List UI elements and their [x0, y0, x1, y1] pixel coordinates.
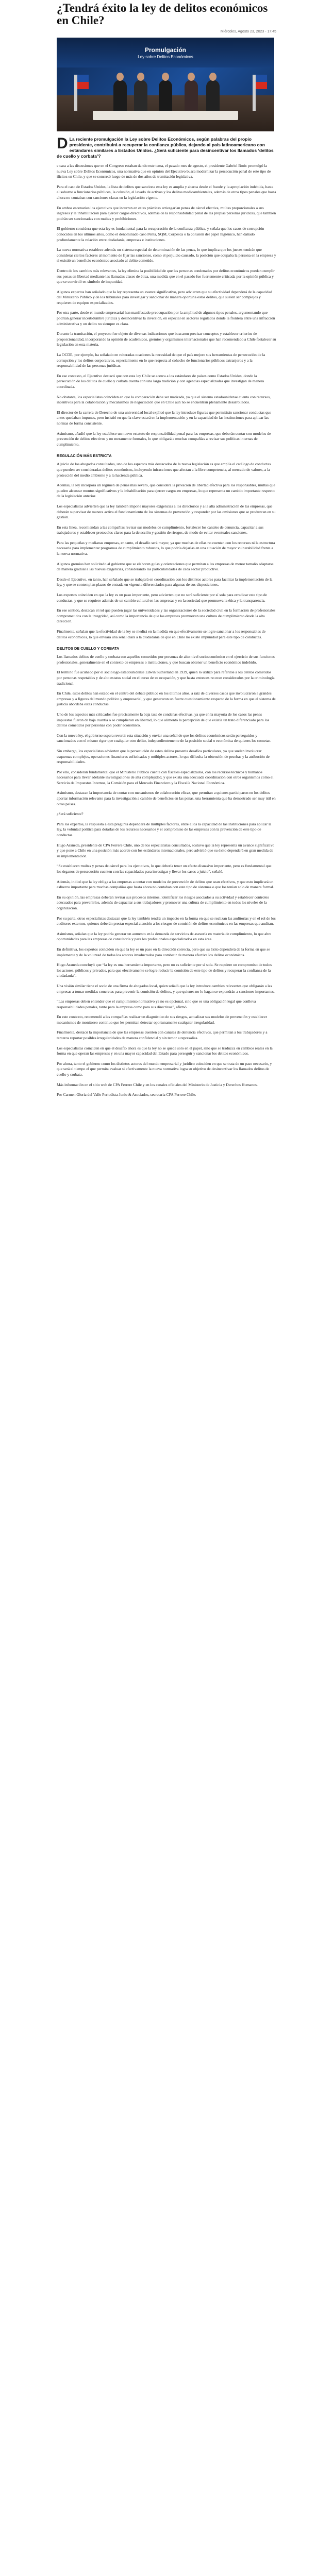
body-paragraph: Sin embargo, los especialistas advierten que la persecución de estos delitos presenta desafíos particulares, ya que suelen involucrar esquemas complejos, operaciones financieras sofisticadas y múltiples actores, lo que dificulta la obtención de pruebas y la atribución de responsabilidades.	[57, 748, 270, 765]
body-paragraph: Durante la tramitación, el proyecto fue objeto de diversas indicaciones que buscaron precisar conceptos y establecer criterios de proporcionalidad, incorporando la opinión de académicos, gremios y organismos internacionales que han recomendado a Chile fortalecer su legislación en esta materia.	[57, 331, 276, 347]
body-paragraph: Por Carmen Gloria del Valle Periodista Junio & Asociados, secretaria CPA Ferrere Chile.	[57, 1092, 196, 1097]
body-paragraph: Además, la ley incorpora un régimen de penas más severo, que considera la privación de libertad efectiva para los responsables, multas que pueden alcanzar montos significativos y la inhabilitación para ejercer cargos en empresas, lo que representa un cambio importante respecto de la legislación anterior.	[57, 483, 275, 499]
section-regulacion	[57, 462, 276, 640]
lead-text: La reciente promulgación la Ley sobre Delitos Económicos, según palabras del propio presidente, contribuirá a recuperar la confianza pública, dejando al país latinoamericano con estándares similares a Estados Unidos. ¿Será suficiente para desincentivar los llamados ‘delitos de cuello y corbata’?	[57, 137, 274, 159]
person-head	[162, 73, 169, 81]
hero-title-text: Promulgación	[144, 46, 186, 54]
body-paragraph: Los especialistas advierten que la ley también impone mayores exigencias a los directorios y a la alta administración de las empresas, que deberán supervisar de manera activa el funcionamiento de los sistemas de prevención y responder por las omisiones que se produzcan en su gestión.	[57, 503, 276, 520]
body-paragraph: Los expertos coinciden en que la ley es un paso importante, pero advierten que no será suficiente por sí sola para erradicar este tipo de conductas, y que se requiere además de un cambio cultural en las empresas y en la sociedad que promueva la ética y la transparencia.	[57, 592, 268, 603]
body-paragraph: En su opinión, las empresas deberán revisar sus procesos internos, identificar los riesgos asociados a su actividad y establecer controles adecuados para prevenirlos, además de capacitar a sus trabajadores y promover una cultura de cumplimiento en todos los niveles de la organización.	[57, 894, 269, 910]
person-figure	[134, 80, 147, 113]
article-body	[57, 163, 276, 447]
body-paragraph: En ese sentido, destacan el rol que pueden jugar las universidades y las organizaciones de la sociedad civil en la formación de profesionales comprometidos con la integridad, así como la importancia de que las empresas promuevan una cultura de cumplimiento desde la alta dirección.	[57, 608, 276, 624]
body-paragraph: El gobierno considera que esta ley es fundamental para la recuperación de la confianza pública, y señala que los casos de corrupción conocidos en los últimos años, como el denominado caso Penta, SQM, Corpesca o la colusión del papel higiénico, han dañado profundamente la relación entre ciudadanía, empresas e instituciones.	[57, 226, 264, 242]
body-paragraph: Para las pequeñas y medianas empresas, en tanto, el desafío será mayor, ya que muchas de ellas no cuentan con los recursos ni la estructura necesaria para implementar programas de cumplimiento robustos, lo que podría dejarlas en una situación de mayor vulnerabilidad frente a la nueva normativa.	[57, 540, 275, 556]
flag-chile	[256, 75, 267, 89]
article	[0, 0, 333, 1103]
body-paragraph: En este contexto, recomendó a las compañías realizar un diagnóstico de sus riesgos, actualizar sus modelos de prevención y establecer mecanismos de monitoreo continuo que les permitan detectar oportunamente cualquier irregularidad.	[57, 1014, 268, 1025]
article-lead	[57, 137, 276, 159]
body-paragraph: Además, indicó que la ley obliga a las empresas a contar con modelos de prevención de delitos que sean efectivos, y que esto implicará un esfuerzo importante para muchas compañías que hasta ahora no contaban con este tipo de sistemas o que los tenían solo de manera formal.	[57, 879, 274, 890]
person-figure	[113, 80, 127, 113]
body-paragraph: Para el caso de Estados Unidos, la lista de delitos que sanciona esta ley es amplia y abarca desde el fraude y la apropiación indebida, hasta el soborno a funcionarios públicos, la colusión, el lavado de activos y los delitos medioambientales, además de otros tipos penales que hasta ahora no contaban con sanciones claras en la legislación vigente.	[57, 184, 276, 200]
hero-title	[57, 47, 274, 60]
body-paragraph: No obstante, los especialistas coinciden en que la comparación debe ser matizada, ya que el sistema estadounidense cuenta con recursos, incentivos para la colaboración y mecanismos de negociación que en Chile aún no se encuentran plenamente desarrollados.	[57, 394, 271, 405]
body-paragraph: Por ahora, tanto el gobierno como los distintos actores del mundo empresarial y jurídico coinciden en que se trata de un paso necesario, y que será el tiempo el que permita evaluar si efectivamente la nueva normativa logra su objetivo de desincentivar los llamados delitos de cuello y corbata.	[57, 1061, 272, 1077]
body-paragraph: Algunos gremios han solicitado al gobierno que se elaboren guías y orientaciones que permitan a las empresas de menor tamaño adaptarse de manera gradual a las nuevas exigencias, considerando las particularidades de cada sector productivo.	[57, 561, 274, 572]
body-paragraph: Asimismo, destacan la importancia de contar con mecanismos de colaboración eficaz, que permitan a quienes participaron en los delitos aportar información relevante para la investigación a cambio de beneficios en las penas, una herramienta que ha demostrado ser muy útil en otros países.	[57, 790, 276, 806]
body-paragraph: Finalmente, señalan que la efectividad de la ley se medirá en la medida en que efectivamente se logre sancionar a los responsables de delitos económicos, lo que enviará una señal clara a la ciudadanía de que en Chile no existe impunidad para este tipo de conductas.	[57, 629, 266, 639]
article-dateline: Miércoles, Agosto 23, 2023 - 17:45	[220, 30, 276, 33]
body-paragraph: Los llamados delitos de cuello y corbata son aquellos cometidos por personas de alto nivel socioeconómico en el ejercicio de sus funciones profesionales, generalmente en el contexto de empresas o instituciones, y que buscan obtener un beneficio económico indebido.	[57, 654, 275, 665]
body-paragraph: Por otra parte, desde el mundo empresarial han manifestado preocupación por la amplitud de algunos tipos penales, argumentando que podrían generar incertidumbre jurídica y desincentivar la inversión, en especial en sectores regulados donde la frontera entre una infracción administrativa y un delito no siempre es clara.	[57, 310, 275, 326]
hero-subtitle-text: Ley sobre Delitos Económicos	[138, 55, 193, 59]
body-paragraph: Finalmente, destacó la importancia de que las empresas cuenten con canales de denuncia efectivos, que permitan a los trabajadores y a terceros reportar posibles irregularidades de manera confidencial y sin temor a represalias.	[57, 1030, 268, 1041]
body-paragraph: El término fue acuñado por el sociólogo estadounidense Edwin Sutherland en 1939, quien lo utilizó para referirse a los delitos cometidos por personas respetables y de alto estatus social en el curso de su ocupación, y que hasta entonces no eran considerados por la criminología tradicional.	[57, 670, 275, 686]
body-paragraph: En Chile, estos delitos han estado en el centro del debate público en los últimos años, a raíz de diversos casos que involucraron a grandes empresas y a figuras del mundo político y empresarial, y que generaron un fuerte cuestionamiento respecto de la forma en que el sistema de justicia abordaba estas conductas.	[57, 691, 276, 707]
body-paragraph: Asimismo, añadió que la ley establece un nuevo estatuto de responsabilidad penal para las empresas, que deberán contar con modelos de prevención de delitos efectivos y no meramente formales, lo que obligará a muchas compañías a revisar sus políticas internas de cumplimiento.	[57, 431, 271, 447]
person-head	[188, 73, 195, 81]
flag-pole	[253, 75, 256, 111]
person-head	[137, 73, 144, 81]
body-paragraph: Desde el Ejecutivo, en tanto, han señalado que se trabajará en coordinación con los distintos actores para facilitar la implementación de la ley, y que se contemplan plazos de entrada en vigencia diferenciados para algunas de sus disposiciones.	[57, 577, 273, 587]
body-paragraph: ¿Será suficiente?	[57, 811, 84, 817]
flag-chile	[77, 75, 89, 89]
body-paragraph: En ambos escenarios los ejecutivos que incurran en estas prácticas arriesgarían penas de cárcel efectiva, multas proporcionales a sus ingresos y la inhabilitación para ejercer cargos directivos, además de la responsabilidad penal de las propias personas jurídicas, que también podrán ser sancionadas con multas y prohibiciones.	[57, 205, 276, 221]
article-hero-image	[57, 38, 274, 131]
body-paragraph: “Las empresas deben entender que el cumplimiento normativo ya no es opcional, sino que es una obligación legal que conlleva responsabilidades penales, tanto para la empresa como para sus directivos”, afirmó.	[57, 999, 256, 1009]
body-paragraph: Por su parte, otros especialistas destacan que la ley también tendrá un impacto en la forma en que se realizan las auditorías y en el rol de los auditores externos, quienes deberán prestar especial atención a los riesgos de comisión de delitos económicos en las empresas que auditan.	[57, 916, 276, 926]
person-figure	[185, 80, 198, 113]
body-paragraph: Con la nueva ley, el gobierno espera revertir esta situación y enviar una señal de que los delitos económicos serán perseguidos y sancionados con el mismo rigor que cualquier otro delito, independientemente de la posición social o económica de quienes los cometan.	[57, 733, 272, 743]
body-paragraph: Asimismo, señalan que la ley podría generar un aumento en la demanda de servicios de asesoría en materia de cumplimiento, lo que abre oportunidades para las empresas de consultoría y para los profesionales especializados en esta área.	[57, 931, 272, 942]
body-paragraph: Dentro de los cambios más relevantes, la ley elimina la posibilidad de que las personas condenadas por delitos económicos puedan cumplir sus penas en libertad mediante las llamadas clases de ética, una medida que en el pasado fue fuertemente criticada por la opinión pública y que se convirtió en símbolo de impunidad.	[57, 268, 275, 284]
body-paragraph: A juicio de los abogados consultados, uno de los aspectos más destacados de la nueva legislación es que amplía el catálogo de conductas que pueden ser consideradas delitos económicos, incluyendo infracciones que afectan a la libre competencia, al mercado de valores, a la protección del medio ambiente y a la hacienda pública.	[57, 462, 271, 478]
body-paragraph: Los especialistas coinciden en que el desafío ahora es que la ley no se quede solo en el papel, sino que se traduzca en cambios reales en la forma en que operan las empresas y en una mayor capacidad del Estado para perseguir y sancionar los delitos económicos.	[57, 1045, 273, 1056]
body-paragraph: Más información en el sitio web de CPA Ferrere Chile y en los canales oficiales del Ministerio de Justicia y Derechos Humanos.	[57, 1082, 258, 1087]
body-paragraph: En definitiva, los expertos coinciden en que la ley es un paso en la dirección correcta, pero que su éxito dependerá de la forma en que se implemente y de la voluntad de todos los actores involucrados para combatir de manera efectiva los delitos económicos.	[57, 946, 270, 957]
body-paragraph: Hugo Araneda, presidente de CPA Ferrere Chile, uno de los especialistas consultados, sostuvo que la ley representa un avance significativo y que pone a Chile en una posición más acorde con los estándares internacionales, pero advirtió que su éxito dependerá en gran medida de su implementación.	[57, 842, 275, 858]
article-headline: ¿Tendrá éxito la ley de delitos económicos en Chile?	[57, 2, 268, 27]
body-paragraph: Por ello, consideran fundamental que el Ministerio Público cuente con fiscales especializados, con los recursos técnicos y humanos necesarios para llevar adelante investigaciones de alta complejidad, y que exista una adecuada coordinación con otros organismos como el Servicio de Impuestos Internos, la Comisión para el Mercado Financiero y la Fiscalía Nacional Económica.	[57, 769, 274, 785]
lead-dropcap: D	[57, 135, 68, 152]
signing-table	[93, 111, 238, 120]
body-paragraph: Hugo Araneda concluyó que “la ley es una herramienta importante, pero no es suficiente por sí sola. Se requiere un compromiso de todos los actores, públicos y privados, para que efectivamente se logre reducir la comisión de este tipo de delitos y recuperar la confianza de la ciudadanía”.	[57, 962, 272, 978]
body-paragraph: Para los expertos, la respuesta a esta pregunta dependerá de múltiples factores, entre ellos la capacidad de las instituciones para aplicar la ley, la voluntad política para dotarlas de los recursos necesarios y el compromiso de las empresas con la prevención de este tipo de conductas.	[57, 821, 272, 838]
section-heading-regulacion: REGULACIÓN MÁS ESTRICTA	[57, 453, 112, 459]
body-paragraph: Uno de los aspectos más criticados fue precisamente la baja tasa de condenas efectivas, ya que en la mayoría de los casos las penas impuestas fueron de baja cuantía o se cumplieron en libertad, lo que alimentó la percepción de que existía un trato diferenciado para los delitos cometidos por personas con poder económico.	[57, 711, 270, 728]
body-paragraph: El director de la carrera de Derecho de una universidad local explicó que la ley introduce figuras que permitirán sancionar conductas que antes quedaban impunes, pero insistió en que la clave estará en la implementación y en la capacidad de las instituciones para aplicar las normas de forma consistente.	[57, 410, 271, 426]
section-delitos	[57, 654, 276, 1098]
body-paragraph: Una visión similar tiene el socio de una firma de abogados local, quien señaló que la ley introduce cambios relevantes que obligarán a las empresas a tomar medidas concretas para prevenir la comisión de delitos, y que quienes no lo hagan se expondrán a sanciones importantes.	[57, 983, 275, 994]
person-head	[209, 73, 217, 81]
person-figure	[206, 80, 220, 113]
person-head	[116, 73, 124, 81]
body-paragraph: e cara a las discusiones que en el Congreso estaban dando este tema, el pasado mes de agosto, el presidente Gabriel Boric promulgó la nueva Ley sobre Delitos Económicos, una normativa que en opinión del Ejecutivo busca modernizar la persecución penal de este tipo de ilícitos en Chile, y que se concretó luego de más de dos años de tramitación legislativa.	[57, 163, 271, 179]
person-figure	[159, 80, 172, 113]
section-heading-delitos: DELITOS DE CUELLO Y CORBATA	[57, 646, 120, 651]
body-paragraph: En esta línea, recomiendan a las compañías revisar sus modelos de cumplimiento, fortalecer los canales de denuncia, capacitar a sus trabajadores y establecer protocolos claros para la detección y gestión de riesgos, de modo de evitar eventuales sanciones.	[57, 524, 264, 535]
body-paragraph: La OCDE, por ejemplo, ha señalado en reiteradas ocasiones la necesidad de que el país mejore sus herramientas de persecución de la corrupción y los delitos corporativos, especialmente en lo que respecta al cohecho de funcionarios públicos extranjeros y a la responsabilidad de las personas jurídicas.	[57, 352, 265, 368]
flag-pole	[74, 75, 77, 111]
body-paragraph: “Se establecen multas y penas de cárcel para los ejecutivos, lo que debería tener un efecto disuasivo importante, pero es fundamental que los órganos de persecución cuenten con las capacidades para investigar y llevar los casos a juicio”, señaló.	[57, 863, 272, 874]
body-paragraph: En ese contexto, el Ejecutivo destacó que con esta ley Chile se acerca a los estándares de países como Estados Unidos, donde la persecución de los delitos de cuello y corbata cuenta con una larga tradición y con agencias especializadas que investigan de manera coordinada.	[57, 373, 264, 389]
body-paragraph: La nueva normativa establece además un sistema especial de determinación de las penas, lo que implica que los jueces tendrán que considerar ciertos factores al momento de fijar las sanciones, como el perjuicio causado, la posición que ocupaba la persona en la empresa y si existió un beneficio económico asociado al delito cometido.	[57, 247, 276, 263]
body-paragraph: Algunos expertos han señalado que la ley representa un avance significativo, pero advierten que su efectividad dependerá de la capacidad del Ministerio Público y de los tribunales para investigar y sancionar de manera oportuna estos delitos, que suelen ser complejos y requieren de equipos especializados.	[57, 289, 272, 305]
